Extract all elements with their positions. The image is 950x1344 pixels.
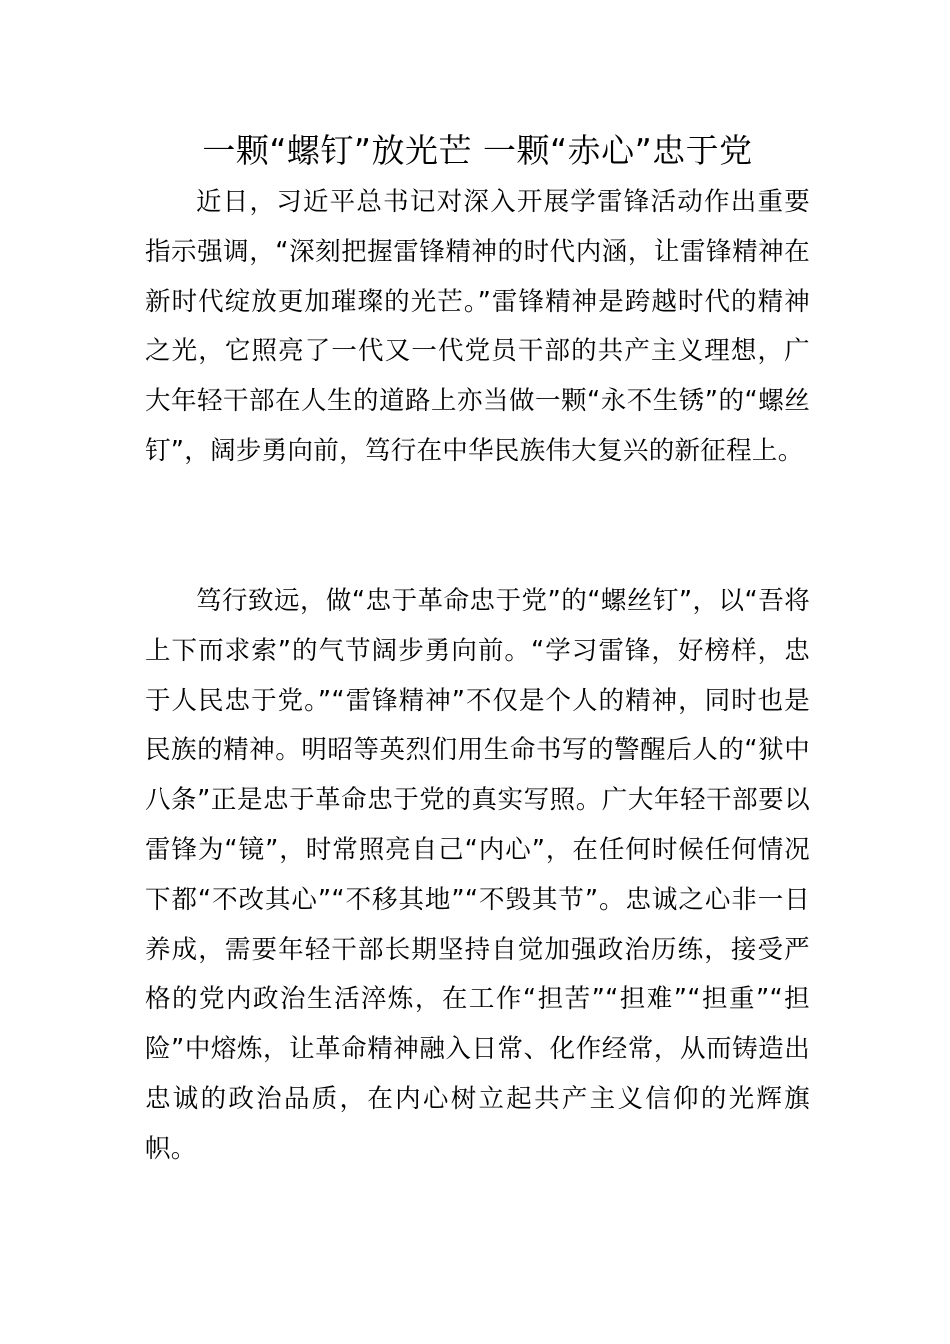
paragraph-2: 笃行致远，做“忠于革命忠于党”的“螺丝钉”，以“吾将上下而求索”的气节阔步勇向前。“学习雷锋，好榜样，忠于人民忠于党。”“雷锋精神”不仅是个人的精神，同时也是民族的精神。明昭等英烈们用生命书写的警醒后人的“狱中八条”正是忠于革命忠于党的真实写照。广大年轻干部要以雷锋为“镜”，时常照亮自己“内心”，在任何时候任何情况下都“不改其心”“不移其地”“不毁其节”。忠诚之心非一日养成，需要年轻干部长期坚持自觉加强政治历练，接受严格的党内政治生活淬炼，在工作“担苦”“担难”“担重”“担险”中熔炼，让革命精神融入日常、化作经常，从而铸造出忠诚的政治品质，在内心树立起共产主义信仰的光辉旗帜。 [145,586,810,1164]
paragraph-1: 近日，习近平总书记对深入开展学雷锋活动作出重要指示强调，“深刻把握雷锋精神的时代内涵，让雷锋精神在新时代绽放更加璀璨的光芒。”雷锋精神是跨越时代的精神之光，它照亮了一代又一代党员干部的共产主义理想，广大年轻干部在人生的道路上亦当做一颗“永不生锈”的“螺丝钉”，阔步勇向前，笃行在中华民族伟大复兴的新征程上。 [145,187,810,466]
document-title: 一颗“螺钉”放光芒 一颗“赤心”忠于党 [202,131,753,170]
